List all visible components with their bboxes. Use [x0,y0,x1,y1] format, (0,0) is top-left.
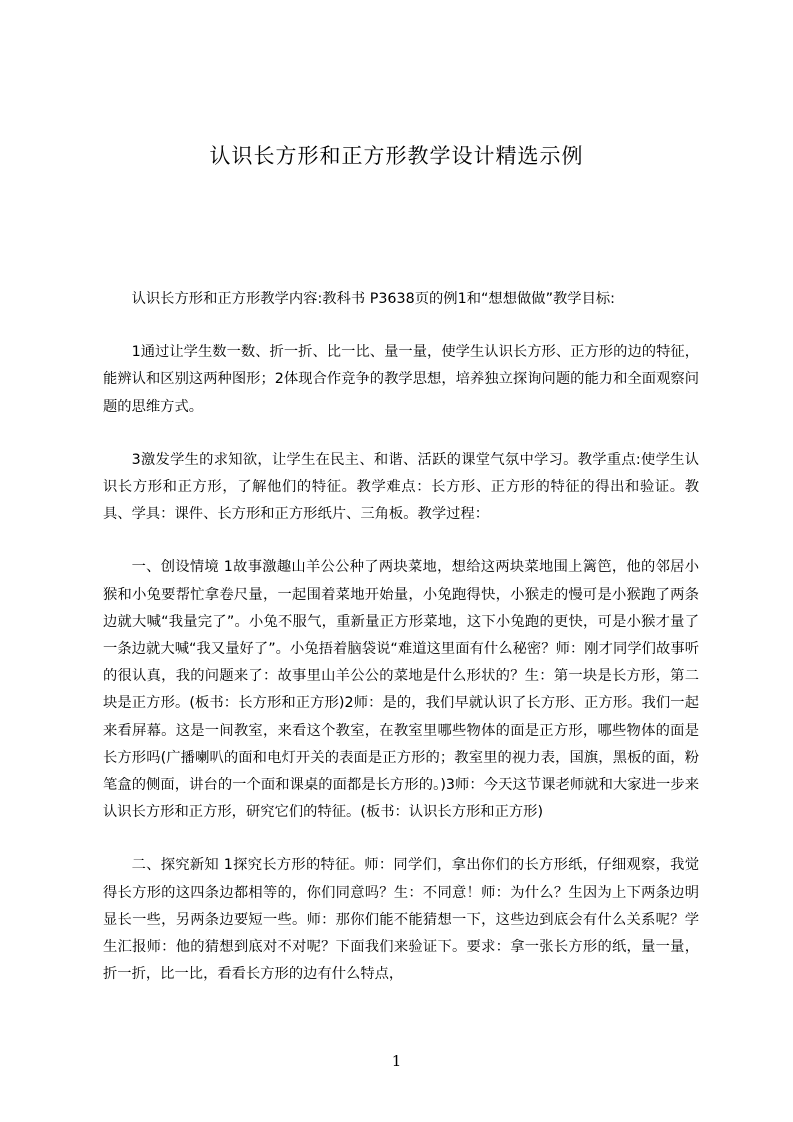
document-body [103,286,699,1014]
paragraph-objective-3-key-points: 3激发学生的求知欲，让学生在民主、和谐、活跃的课堂气氛中学习。教学重点:使学生认识长方形和正方形，了解他们的特征。教学难点：长方形、正方形的特征的得出和验证。教具、学具：课件、长方形和正方形纸片、三角板。教学过程： [103,451,699,523]
paragraph-explore: 二、探究新知 1探究长方形的特征。师：同学们，拿出你们的长方形纸，仔细观察，我觉得长方形的这四条边都相等的，你们同意吗？生：不同意！师：为什么？生因为上下两条边明显长一些，另两条边要短一些。师：那你们能不能猜想一下，这些边到底会有什么关系呢？学生汇报师：他的猜想到底对不对呢？下面我们来验证下。要求：拿一张长方形的纸，量一量，折一折，比一比，看看长方形的边有什么特点， [103,857,699,983]
paragraph-objectives-1-2: 1通过让学生数一数、折一折、比一比、量一量，使学生认识长方形、正方形的边的特征，能辨认和区别这两种图形；2体现合作竞争的教学思想，培养独立探询问题的能力和全面观察问题的思维方式。 [103,344,699,415]
paragraph-teaching-content: 认识长方形和正方形教学内容:教科书 P3638页的例1和“想想做做”教学目标: [131,291,615,307]
paragraph-scenario: 一、创设情境 1故事激趣山羊公公种了两块菜地，想给这两块菜地围上篱笆，他的邻居小猴和小兔要帮忙拿卷尺量，一起围着菜地开始量，小兔跑得快，小猴走的慢可是小猴跑了两条边就大喊“我量完了”。小兔不服气，重新量正方形菜地，这下小兔跑的更快，可是小猴才量了一条边就大喊“我又量好了”。小兔捂着脑袋说“难道这里面有什么秘密？师：刚才同学们故事听的很认真，我的问题来了：故事里山羊公公的菜地是什么形状的？生：第一块是长方形，第二块是正方形。(板书：长方形和正方形)2师：是的，我们早就认识了长方形、正方形。我们一起来看屏幕。这是一间教室，来看这个教室，在教室里哪些物体的面是正方形，哪些物体的面是长方形吗(广播喇叭的面和电灯开关的表面是正方形的；教室里的视力表，国旗，黑板的面，粉笔盒的侧面，讲台的一个面和课桌的面都是长方形的。)3师：今天这节课老师就和大家进一步来认识长方形和正方形，研究它们的特征。(板书：认识长方形和正方形) [103,559,699,821]
page-number: 1 [391,1052,402,1070]
document-title: 认识长方形和正方形教学设计精选示例 [209,144,584,168]
